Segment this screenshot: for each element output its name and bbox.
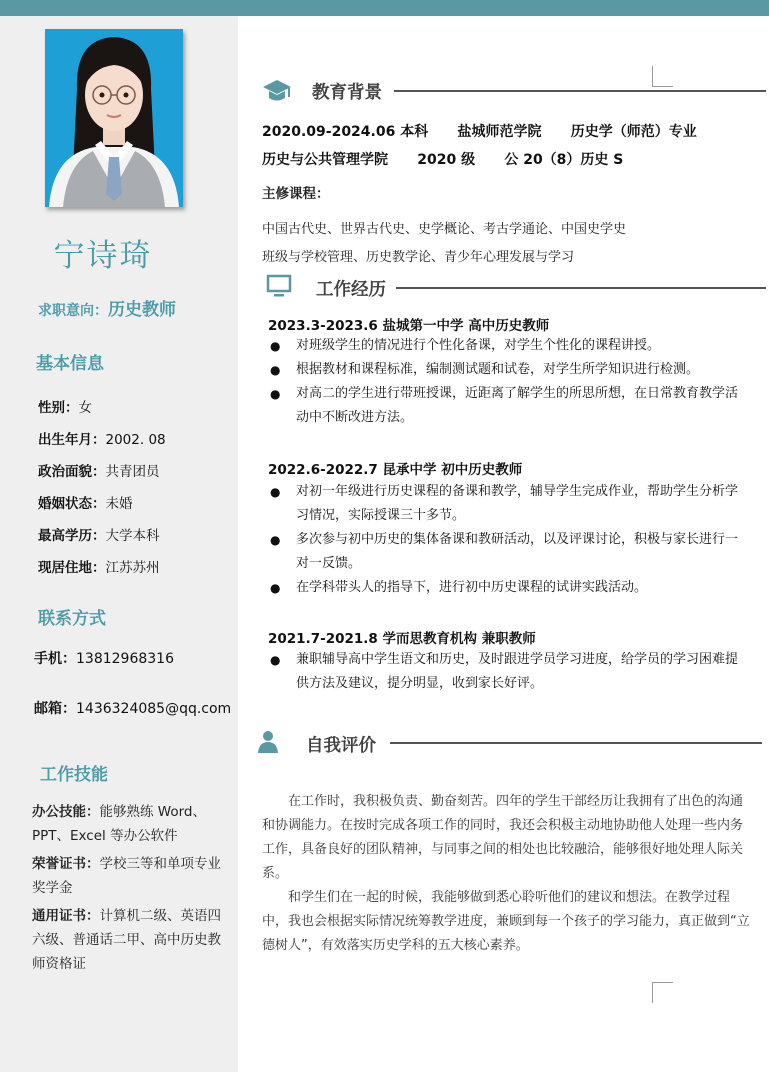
top-accent-bar <box>0 0 769 16</box>
education-heading: 教育背景 <box>312 83 382 103</box>
profile-photo <box>45 29 183 207</box>
courses-label: 主修课程： <box>262 186 330 202</box>
candidate-name: 宁诗琦 <box>53 238 153 274</box>
list-item: ● 多次参与初中历史的集体备课和教研活动，以及评课讨论，积极与家长进行一对一反馈。 <box>270 528 750 576</box>
page-corner-mark <box>652 982 673 1003</box>
divider <box>390 742 762 744</box>
info-row: 婚姻状态：未婚 <box>38 496 133 512</box>
graduation-cap-icon <box>262 78 292 104</box>
self-eval-heading: 自我评价 <box>306 736 376 756</box>
skills-heading: 工作技能 <box>40 765 108 785</box>
list-item: ● 对高二的学生进行带班授课，近距离了解学生的所思所想，在日常教育教学活动中不断改进方法。 <box>270 382 750 430</box>
info-row: 政治面貌：共青团员 <box>38 464 160 480</box>
skill-item: 通用证书：计算机二级、英语四六级、普通话二甲、高中历史教师资格证 <box>32 908 221 972</box>
divider <box>394 90 766 92</box>
self-eval-paragraph-2: 和学生们在一起的时候，我能够做到悉心聆听他们的建议和想法。在教学过程中，我也会根据实际情况统筹教学进度，兼顾到每一个孩子的学习能力，真正做到“立德树人”，有效落实历史学科的五大核心素养。 <box>262 890 750 953</box>
job-header: 2022.6-2022.7 昆承中学 初中历史教师 <box>268 462 523 478</box>
phone: 手机：13812968316 <box>34 651 174 667</box>
person-icon <box>256 730 280 754</box>
skill-item: 办公技能：能够熟练 Word、PPT、Excel 等办公软件 <box>32 804 206 844</box>
monitor-icon <box>266 274 292 298</box>
list-item: ● 对班级学生的情况进行个性化备课，对学生个性化的课程讲授。 <box>270 334 750 358</box>
objective-label: 求职意向： <box>38 303 108 319</box>
job-header: 2023.3-2023.6 盐城第一中学 高中历史教师 <box>268 318 550 334</box>
objective-value: 历史教师 <box>108 300 176 320</box>
job-objective <box>38 295 176 320</box>
info-row: 最高学历：大学本科 <box>38 528 160 544</box>
email: 邮箱：1436324085@qq.com <box>34 701 232 717</box>
courses-line-1: 中国古代史、世界古代史、史学概论、考古学通论、中国史学史 <box>262 222 627 237</box>
page-corner-mark <box>652 66 673 87</box>
info-row: 出生年月：2002. 08 <box>38 432 166 448</box>
basic-info-heading: 基本信息 <box>36 354 104 374</box>
list-item: ● 兼职辅导高中学生语文和历史，及时跟进学员学习进度，给学员的学习困难提供方法及建议，提分明显，收到家长好评。 <box>270 648 750 696</box>
courses-line-2: 班级与学校管理、历史教学论、青少年心理发展与学习 <box>262 250 575 265</box>
divider <box>396 287 766 289</box>
experience-heading: 工作经历 <box>316 280 386 300</box>
skill-item: 荣誉证书：学校三等和单项专业奖学金 <box>32 856 221 896</box>
info-row: 性别：女 <box>38 400 92 416</box>
list-item: ● 根据教材和课程标准，编制测试题和试卷，对学生所学知识进行检测。 <box>270 358 750 382</box>
info-row: 现居住地：江苏苏州 <box>38 560 160 576</box>
list-item: ● 对初一年级进行历史课程的备课和教学，辅导学生完成作业，帮助学生分析学习情况，实际授课三十多节。 <box>270 480 750 528</box>
self-eval-paragraph-1: 在工作时，我积极负责、勤奋刻苦。四年的学生干部经历让我拥有了出色的沟通和协调能力。在按时完成各项工作的同时，我还会积极主动地协助他人处理一些内务工作，具备良好的团队精神，与同事之间的相处也比较融洽，能够很好地处理人际关系。 <box>262 794 744 881</box>
education-line-2: 历史与公共管理学院 2020 级 公 20（8）历史 S <box>262 152 624 168</box>
job-header: 2021.7-2021.8 学而思教育机构 兼职教师 <box>268 631 536 647</box>
contact-heading: 联系方式 <box>38 609 106 629</box>
education-line-1: 2020.09-2024.06 本科 盐城师范学院 历史学（师范）专业 <box>262 124 697 140</box>
list-item: ● 在学科带头人的指导下，进行初中历史课程的试讲实践活动。 <box>270 576 750 600</box>
